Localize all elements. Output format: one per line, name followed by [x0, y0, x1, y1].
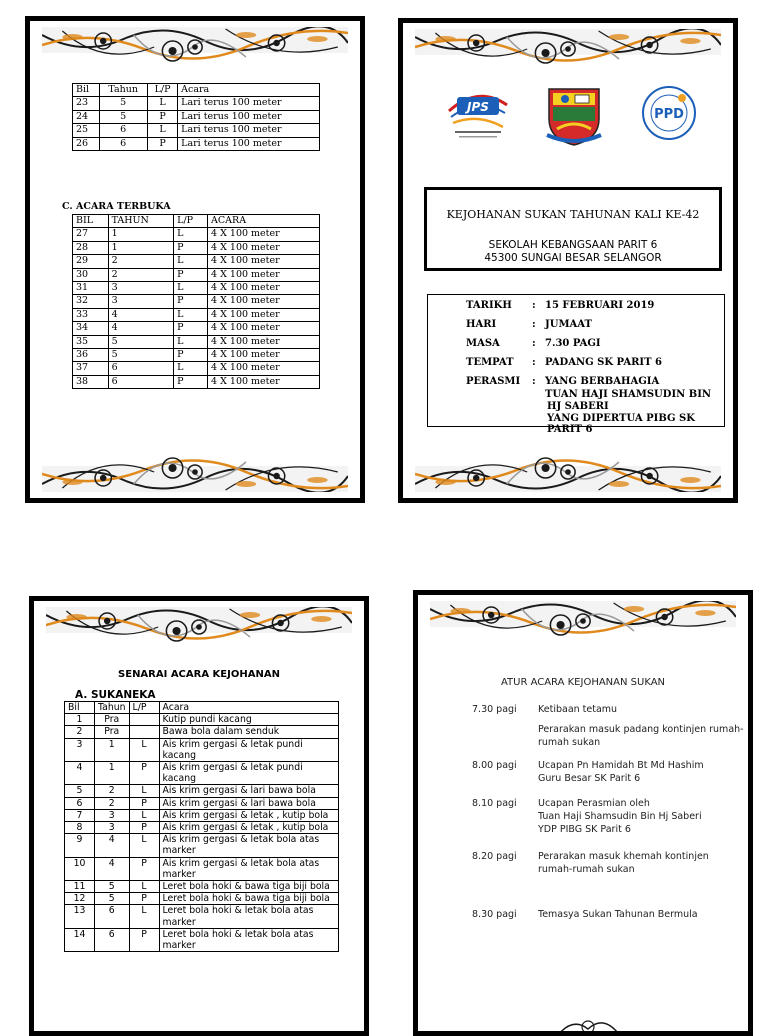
- table-cell: 1: [65, 714, 95, 726]
- table-row: [73, 110, 320, 123]
- column-header: Tahun: [95, 702, 130, 714]
- table-cell: 30: [73, 268, 109, 281]
- schedule-time: 7.30 pagi: [472, 704, 517, 715]
- schedule-item: rumah-rumah sukan: [538, 864, 635, 875]
- section-title-open-events: C. ACARA TERBUKA: [62, 201, 171, 212]
- table-cell: Ais krim gergasi & letak pundi kacang: [159, 738, 338, 761]
- table-row: [65, 893, 339, 905]
- table-cell: 37: [73, 362, 109, 375]
- table-cell: L: [129, 785, 159, 797]
- table-row: [73, 295, 320, 308]
- perasmi-line: HJ SABERI: [547, 401, 609, 412]
- table-cell: 4 X 100 meter: [208, 241, 320, 254]
- table-row: [65, 738, 339, 761]
- title-box: [424, 187, 722, 271]
- table-cell: 34: [73, 322, 109, 335]
- table-cell: L: [129, 738, 159, 761]
- table-cell: Ais krim gergasi & letak bola atas marker: [159, 857, 338, 880]
- floral-ornament-top: [415, 29, 721, 81]
- info-label: PERASMI: [466, 376, 521, 387]
- table-cell: L: [147, 97, 177, 110]
- table-cell: P: [174, 322, 208, 335]
- table-cell: 38: [73, 375, 109, 388]
- table-row: [73, 268, 320, 281]
- info-colon: :: [532, 338, 536, 349]
- table-cell: 6: [95, 905, 130, 928]
- table-row: [65, 928, 339, 951]
- table-cell: 7: [65, 809, 95, 821]
- table-cell: 4 X 100 meter: [208, 375, 320, 388]
- table-cell: 24: [73, 110, 100, 123]
- table-cell: L: [129, 905, 159, 928]
- table-cell: Lari terus 100 meter: [178, 137, 320, 150]
- table-cell: 2: [108, 255, 174, 268]
- event-title: KEJOHANAN SUKAN TAHUNAN KALI KE-42: [446, 208, 700, 221]
- table-cell: Ais krim gergasi & letak , kutip bola: [159, 809, 338, 821]
- table-header-row: [65, 702, 339, 714]
- list-title: SENARAI ACARA KEJOHANAN: [118, 669, 280, 680]
- table-row: [73, 349, 320, 362]
- column-header: L/P: [129, 702, 159, 714]
- table-cell: P: [174, 295, 208, 308]
- table-cell: Ais krim gergasi & lari bawa bola: [159, 797, 338, 809]
- perasmi-line: TUAN HAJI SHAMSUDIN BIN: [545, 389, 712, 400]
- schedule-item: Temasya Sukan Tahunan Bermula: [538, 909, 698, 920]
- table-cell: 3: [65, 738, 95, 761]
- table-cell: L: [129, 881, 159, 893]
- table-row: [73, 228, 320, 241]
- table-cell: 3: [108, 282, 174, 295]
- event-info-box: [427, 294, 725, 435]
- schedule-item: Ucapan Perasmian oleh: [538, 798, 650, 809]
- jps-logo-icon: [443, 83, 513, 143]
- table-cell: Leret bola hoki & bawa tiga biji bola: [159, 881, 338, 893]
- schedule-item: Guru Besar SK Parit 6: [538, 773, 641, 784]
- table-cell: L: [129, 809, 159, 821]
- table-row: [65, 726, 339, 738]
- table-cell: 12: [65, 893, 95, 905]
- perasmi-line: YANG DIPERTUA PIBG SK PARIT 6: [547, 413, 695, 435]
- table-cell: 4: [95, 834, 130, 857]
- table-cell: 5: [95, 893, 130, 905]
- info-label: TARIKH: [466, 300, 512, 311]
- table-cell: Pra: [95, 714, 130, 726]
- table-cell: Leret bola hoki & letak bola atas marker: [159, 905, 338, 928]
- table-row: [73, 255, 320, 268]
- table-cell: 3: [108, 295, 174, 308]
- table-row: [73, 362, 320, 375]
- table-cell: 14: [65, 928, 95, 951]
- table-cell: P: [129, 893, 159, 905]
- info-value: JUMAAT: [545, 319, 592, 330]
- table-cell: L: [174, 228, 208, 241]
- table-cell: 4 X 100 meter: [208, 362, 320, 375]
- table-cell: 9: [65, 834, 95, 857]
- info-label: TEMPAT: [466, 357, 514, 368]
- table-cell: P: [129, 822, 159, 834]
- table-cell: 4 X 100 meter: [208, 282, 320, 295]
- table-cell: 2: [65, 726, 95, 738]
- table-cell: 27: [73, 228, 109, 241]
- schedule-item: Perarakan masuk padang kontinjen rumah-: [538, 724, 744, 735]
- schedule-time: 8.30 pagi: [472, 909, 517, 920]
- table-cell: Ais krim gergasi & letak bola atas marker: [159, 834, 338, 857]
- program-card-cover: [398, 18, 738, 503]
- table-cell: 3: [95, 809, 130, 821]
- table-header-row: [73, 215, 320, 228]
- table-cell: 4: [108, 322, 174, 335]
- table-cell: 1: [108, 228, 174, 241]
- table-cell: L: [174, 255, 208, 268]
- program-card-events-part2: [25, 16, 365, 503]
- column-header: Bil: [73, 84, 100, 97]
- table-row: [65, 809, 339, 821]
- table-cell: 6: [95, 928, 130, 951]
- floral-ornament-bottom-peek: [548, 1007, 628, 1036]
- table-cell: 1: [108, 241, 174, 254]
- table-row: [65, 762, 339, 785]
- schedule-time: 8.10 pagi: [472, 798, 517, 809]
- table-cell: 5: [108, 349, 174, 362]
- table-cell: 11: [65, 881, 95, 893]
- floral-ornament-bottom: [42, 440, 348, 492]
- schedule-time: 8.00 pagi: [472, 760, 517, 771]
- info-value: PADANG SK PARIT 6: [545, 357, 662, 368]
- schedule-item: rumah sukan: [538, 737, 601, 748]
- info-value: YANG BERBAHAGIA: [545, 376, 660, 387]
- table-cell: 3: [95, 822, 130, 834]
- info-colon: :: [532, 300, 536, 311]
- table-row: [73, 282, 320, 295]
- info-colon: :: [532, 376, 536, 387]
- schedule-item: Ketibaan tetamu: [538, 704, 618, 715]
- column-header: Bil: [65, 702, 95, 714]
- table-row: [73, 124, 320, 137]
- table-cell: 2: [108, 268, 174, 281]
- table-cell: P: [174, 241, 208, 254]
- table-cell: 4: [95, 857, 130, 880]
- section-title-sukaneka: A. SUKANEKA: [75, 689, 156, 701]
- table-cell: L: [174, 282, 208, 295]
- table-cell: P: [129, 928, 159, 951]
- info-colon: :: [532, 319, 536, 330]
- school-address: 45300 SUNGAI BESAR SELANGOR: [484, 252, 662, 264]
- table-cell: 2: [95, 797, 130, 809]
- table-cell: 1: [95, 738, 130, 761]
- jps-logo-text: JPS: [467, 100, 489, 114]
- column-header: L/P: [174, 215, 208, 228]
- table-cell: Bawa bola dalam senduk: [159, 726, 338, 738]
- table-row: [65, 905, 339, 928]
- info-label: HARI: [466, 319, 497, 330]
- table-cell: 13: [65, 905, 95, 928]
- table-cell: 6: [99, 124, 147, 137]
- table-cell: 4: [65, 762, 95, 785]
- events-table-sukaneka: [64, 701, 339, 952]
- table-row: [73, 322, 320, 335]
- table-cell: 5: [65, 785, 95, 797]
- table-cell: 5: [108, 335, 174, 348]
- column-header: TAHUN: [108, 215, 174, 228]
- table-cell: 6: [108, 375, 174, 388]
- column-header: BIL: [73, 215, 109, 228]
- table-cell: Ais krim gergasi & lari bawa bola: [159, 785, 338, 797]
- table-row: [65, 881, 339, 893]
- table-cell: 23: [73, 97, 100, 110]
- table-cell: [129, 714, 159, 726]
- ppd-logo-text: PPD: [654, 107, 684, 122]
- table-cell: 6: [99, 137, 147, 150]
- column-header: ACARA: [208, 215, 320, 228]
- table-cell: 33: [73, 308, 109, 321]
- table-cell: L: [174, 335, 208, 348]
- table-cell: 8: [65, 822, 95, 834]
- program-card-event-list: [29, 596, 369, 1036]
- table-row: [73, 241, 320, 254]
- table-cell: 5: [99, 97, 147, 110]
- table-row: [73, 335, 320, 348]
- schedule-item: Tuan Haji Shamsudin Bin Hj Saberi: [538, 811, 702, 822]
- events-table-relay: [72, 214, 320, 389]
- column-header: L/P: [147, 84, 177, 97]
- table-cell: Pra: [95, 726, 130, 738]
- table-cell: 4 X 100 meter: [208, 228, 320, 241]
- table-cell: 5: [99, 110, 147, 123]
- info-value: 7.30 PAGI: [545, 338, 601, 349]
- table-cell: Lari terus 100 meter: [178, 124, 320, 137]
- events-table-running: [72, 83, 320, 151]
- floral-ornament-top: [46, 607, 352, 659]
- table-cell: Lari terus 100 meter: [178, 97, 320, 110]
- table-cell: 32: [73, 295, 109, 308]
- table-row: [73, 97, 320, 110]
- table-cell: Kutip pundi kacang: [159, 714, 338, 726]
- table-cell: L: [174, 362, 208, 375]
- schedule-item: Perarakan masuk khemah kontinjen: [538, 851, 709, 862]
- table-cell: 4 X 100 meter: [208, 295, 320, 308]
- table-cell: L: [147, 124, 177, 137]
- table-cell: P: [174, 268, 208, 281]
- table-cell: 4 X 100 meter: [208, 335, 320, 348]
- schedule-item: Ucapan Pn Hamidah Bt Md Hashim: [538, 760, 704, 771]
- table-row: [65, 785, 339, 797]
- table-cell: 28: [73, 241, 109, 254]
- table-cell: 4 X 100 meter: [208, 322, 320, 335]
- table-cell: 10: [65, 857, 95, 880]
- table-cell: P: [147, 110, 177, 123]
- info-colon: :: [532, 357, 536, 368]
- column-header: Acara: [159, 702, 338, 714]
- ppd-logo-icon: [641, 85, 697, 141]
- table-header-row: [73, 84, 320, 97]
- schedule-item: YDP PIBG SK Parit 6: [538, 824, 631, 835]
- table-cell: P: [129, 797, 159, 809]
- table-cell: 1: [95, 762, 130, 785]
- table-row: [65, 822, 339, 834]
- table-cell: Leret bola hoki & letak bola atas marker: [159, 928, 338, 951]
- column-header: Acara: [178, 84, 320, 97]
- table-cell: P: [147, 137, 177, 150]
- table-row: [73, 308, 320, 321]
- floral-ornament-bottom: [415, 440, 721, 492]
- table-cell: Leret bola hoki & bawa tiga biji bola: [159, 893, 338, 905]
- table-cell: P: [174, 375, 208, 388]
- table-cell: 26: [73, 137, 100, 150]
- table-cell: 4 X 100 meter: [208, 349, 320, 362]
- column-header: Tahun: [99, 84, 147, 97]
- table-cell: L: [129, 834, 159, 857]
- school-crest-icon: [543, 85, 605, 147]
- table-cell: L: [174, 308, 208, 321]
- table-cell: Lari terus 100 meter: [178, 110, 320, 123]
- table-cell: P: [174, 349, 208, 362]
- info-value: 15 FEBRUARI 2019: [545, 300, 655, 311]
- table-cell: [129, 726, 159, 738]
- table-row: [73, 375, 320, 388]
- table-cell: 4 X 100 meter: [208, 255, 320, 268]
- table-cell: 29: [73, 255, 109, 268]
- table-cell: Ais krim gergasi & letak , kutip bola: [159, 822, 338, 834]
- table-cell: 6: [108, 362, 174, 375]
- schedule-title: ATUR ACARA KEJOHANAN SUKAN: [500, 677, 666, 688]
- table-cell: 2: [95, 785, 130, 797]
- info-label: MASA: [466, 338, 500, 349]
- table-cell: 35: [73, 335, 109, 348]
- table-cell: 4: [108, 308, 174, 321]
- table-cell: P: [129, 857, 159, 880]
- table-row: [65, 797, 339, 809]
- table-cell: 6: [65, 797, 95, 809]
- program-card-schedule: [413, 590, 753, 1036]
- floral-ornament-top: [430, 601, 736, 653]
- schedule-time: 8.20 pagi: [472, 851, 517, 862]
- table-cell: 5: [95, 881, 130, 893]
- table-row: [65, 834, 339, 857]
- floral-ornament-top: [42, 27, 348, 79]
- table-cell: P: [129, 762, 159, 785]
- school-name: SEKOLAH KEBANGSAAN PARIT 6: [488, 239, 658, 251]
- table-cell: Ais krim gergasi & letak pundi kacang: [159, 762, 338, 785]
- table-row: [65, 714, 339, 726]
- table-cell: 4 X 100 meter: [208, 308, 320, 321]
- table-cell: 36: [73, 349, 109, 362]
- table-cell: 25: [73, 124, 100, 137]
- table-row: [65, 857, 339, 880]
- table-row: [73, 137, 320, 150]
- table-cell: 4 X 100 meter: [208, 268, 320, 281]
- table-cell: 31: [73, 282, 109, 295]
